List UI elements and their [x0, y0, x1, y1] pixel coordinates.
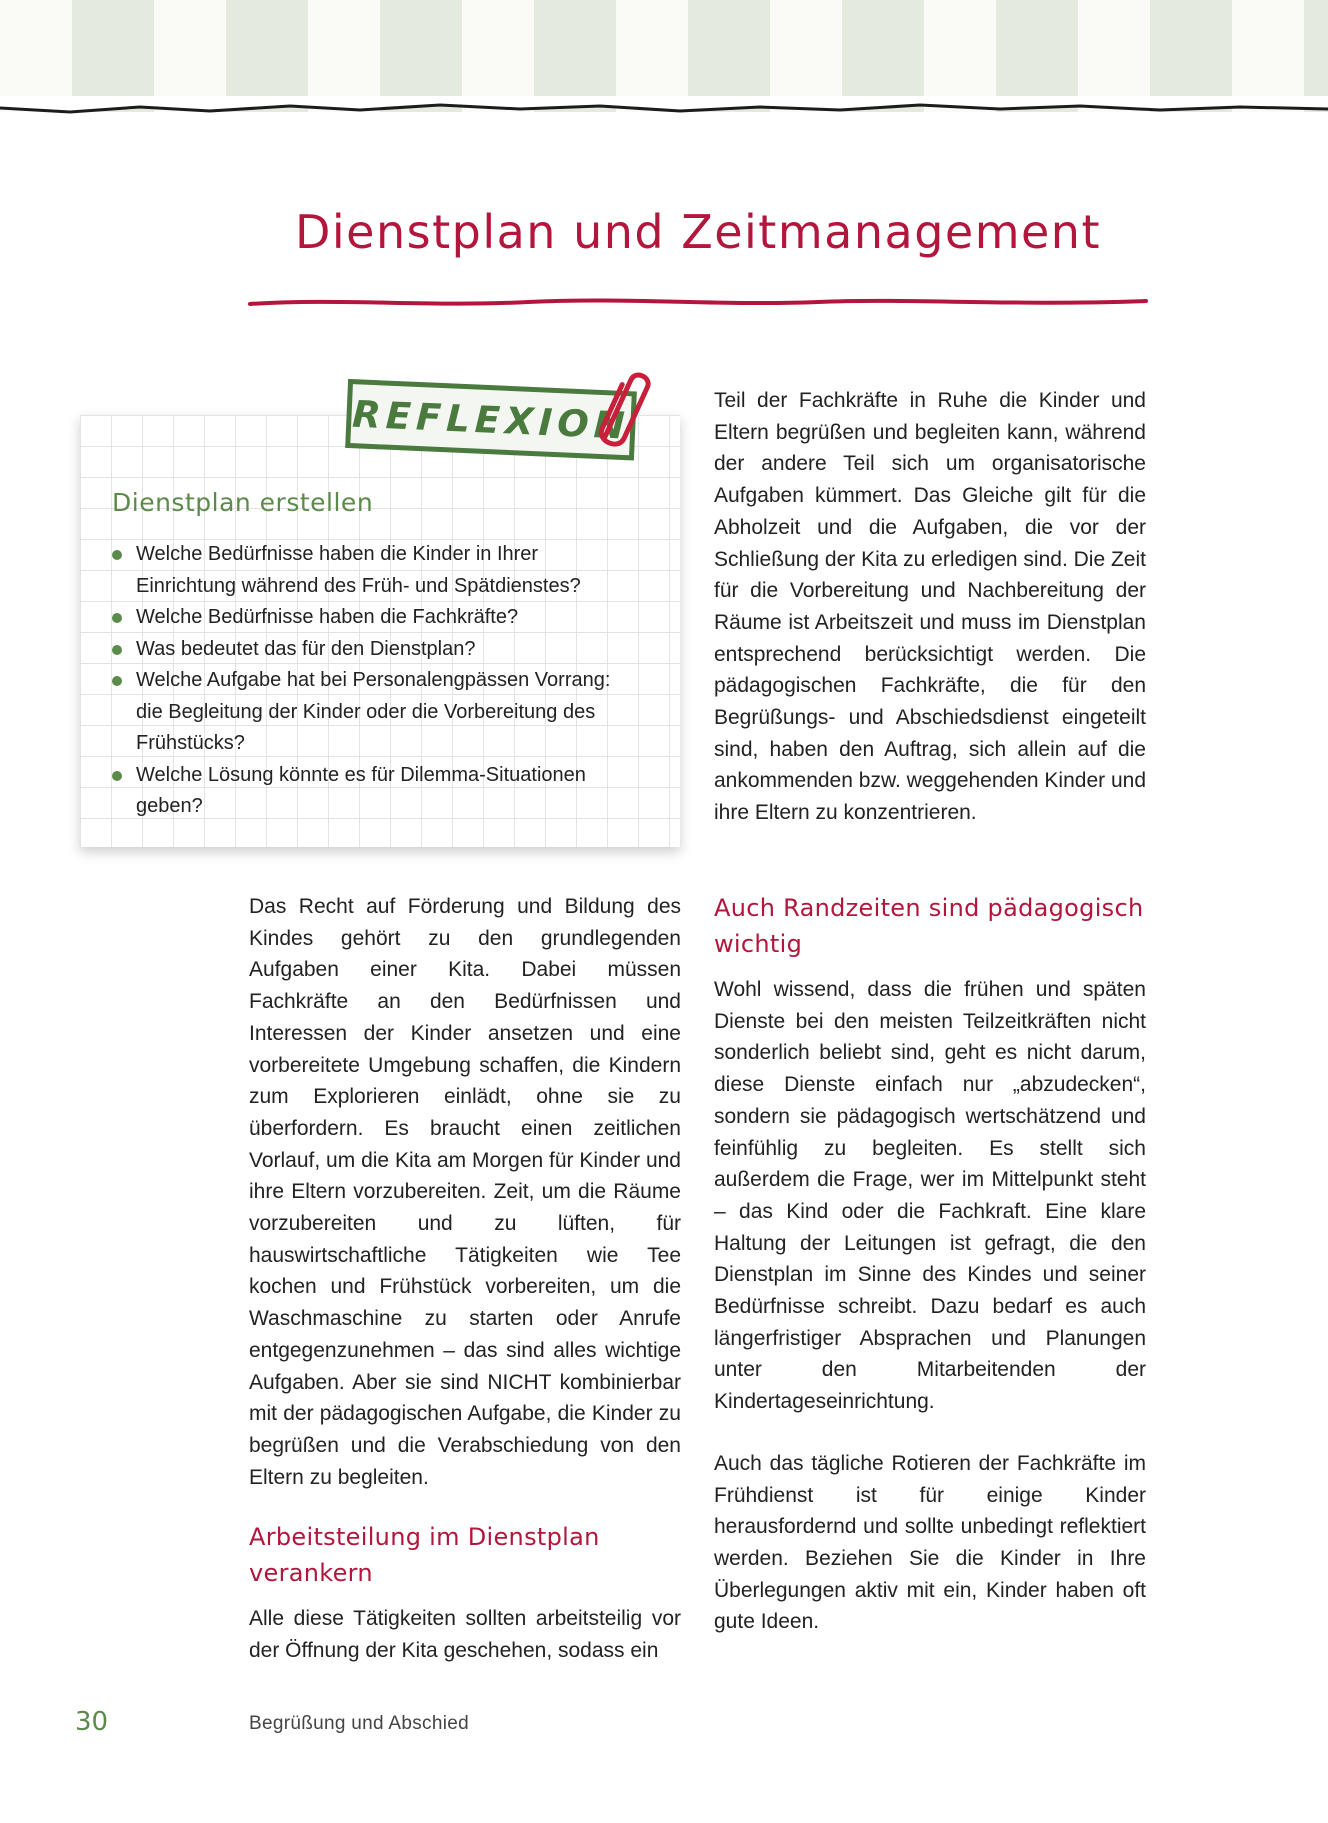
top-torn-edge [0, 96, 1328, 126]
reflexion-heading: Dienstplan erstellen [112, 488, 374, 517]
reflexion-question-list [112, 539, 632, 823]
list-item-text: Welche Bedürfnisse haben die Kinder in Ihrer Einrichtung während des Früh- und Spätdienstes? [136, 543, 581, 597]
reflexion-label: REFLEXION [351, 392, 631, 448]
left-column [249, 891, 681, 1667]
list-item [112, 634, 632, 666]
reflexion-stamp [345, 378, 653, 461]
list-item [112, 665, 632, 760]
list-item-text: Welche Lösung könnte es für Dilemma-Situationen geben? [136, 763, 586, 817]
list-item [112, 602, 632, 634]
section-heading: Auch Randzeiten sind pädagogisch wichtig [714, 894, 1144, 958]
list-item-text: Was bedeutet das für den Dienstplan? [136, 637, 476, 660]
list-item [112, 760, 632, 823]
body-paragraph: Auch das tägliche Rotieren der Fachkräfte im Frühdienst ist für einige Kinder herausfordernd und sollte unbedingt reflektiert werden. Beziehen Sie die Kinder in Ihre Überlegungen aktiv mit ein, Kinder haben oft gute Ideen. [714, 1451, 1146, 1634]
bullet-icon [112, 676, 122, 686]
right-column-top [714, 385, 1146, 829]
bullet-icon [112, 771, 122, 781]
right-column-bottom [714, 890, 1146, 1638]
bullet-icon [112, 645, 122, 655]
list-item-text: Welche Aufgabe hat bei Personalengpässen Vorrang: die Begleitung der Kinder oder die Vorbereitung des Frühstücks? [136, 669, 611, 754]
bullet-icon [112, 613, 122, 623]
body-paragraph: Wohl wissend, dass die frühen und späten Dienste bei den meisten Teilzeitkräften nicht sonderlich beliebt sind, geht es nicht darum, diese Dienste einfach nur „abzudecken“, sondern sie pädagogisch wertschätzend und feinfühlig zu begleiten. Es stellt sich außerdem die Frage, wer im Mittelpunkt steht – das Kind oder die Fachkraft. Eine klare Haltung der Leitungen ist gefragt, die den Dienstplan im Sinne des Kindes und seiner Bedürfnisse schreibt. Dazu bedarf es auch längerfristiger Absprachen und Planungen unter den Mitarbeitenden der Kindertageseinrichtung. [714, 978, 1146, 1414]
body-paragraph: Alle diese Tätigkeiten sollten arbeitsteilig vor der Öffnung der Kita geschehen, sodass ein [249, 1607, 681, 1663]
section-heading: Arbeitsteilung im Dienstplan verankern [249, 1523, 600, 1588]
body-paragraph: Teil der Fachkräfte in Ruhe die Kinder und Eltern begrüßen und begleiten kann, während der andere Teil sich um organisatorische Aufgaben kümmert. Das Gleiche gilt für die Abholzeit und die Aufgaben, die vor der Schließung der Kita zu erledigen sind. Die Zeit für die Vorbereitung und Nachbereitung der Räume ist Arbeitszeit und muss im Dienstplan entsprechend berücksichtigt werden. Die pädagogischen Fachkräfte, die für den Begrüßungs- und Abschiedsdienst eingeteilt sind, haben den Auftrag, sich allein auf die ankommenden bzw. weggehenden Kinder und ihre Eltern zu konzentrieren. [714, 389, 1146, 825]
body-paragraph: Das Recht auf Förderung und Bildung des Kindes gehört zu den grundlegenden Aufgaben einer Kita. Dabei müssen Fachkräfte an den Bedürfnissen und Interessen der Kinder ansetzen und eine vorbereitete Umgebung schaffen, die Kindern zum Explorieren einlädt, ohne sie zu überfordern. Es braucht einen zeitlichen Vorlauf, um die Kita am Morgen für Kinder und ihre Eltern vorzubereiten. Zeit, um die Räume vorzubereiten und zu lüften, für hauswirtschaftliche Tätigkeiten wie Tee kochen und Frühstück vorbereiten, um die Waschmaschine zu starten oder Anrufe entgegenzunehmen – das sind alles wichtige Aufgaben. Aber sie sind NICHT kombinierbar mit der pädagogischen Aufgabe, die Kinder zu begrüßen und die Verabschiedung von den Eltern zu begleiten. [249, 895, 681, 1489]
list-item [112, 539, 632, 602]
page-title: Dienstplan und Zeitmanagement [294, 205, 1101, 259]
bullet-icon [112, 550, 122, 560]
running-footer: Begrüßung und Abschied [249, 1713, 469, 1734]
page-number: 30 [75, 1707, 109, 1737]
title-underline [248, 294, 1148, 312]
list-item-text: Welche Bedürfnisse haben die Fachkräfte? [136, 606, 519, 628]
